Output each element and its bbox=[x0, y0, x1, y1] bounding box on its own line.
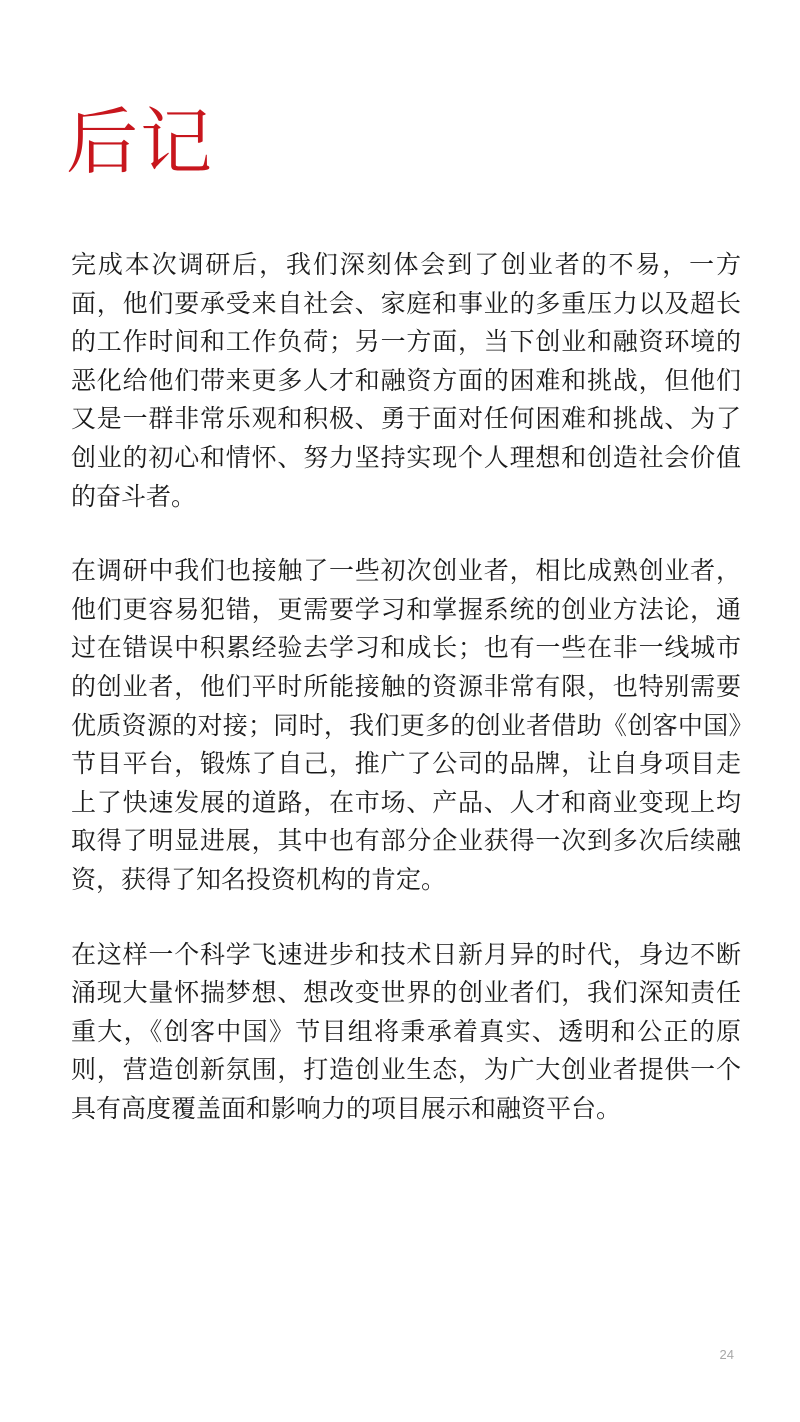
paragraph-3: 在这样一个科学飞速进步和技术日新月异的时代，身边不断涌现大量怀揣梦想、想改变世界的创业者们，我们深知责任重大，《创客中国》节目组将秉承着真实、透明和公正的原则，营造创新氛围，打造创业生态，为广大创业者提供一个具有高度覆盖面和影响力的项目展示和融资平台。 bbox=[71, 939, 741, 1123]
body-text bbox=[71, 246, 741, 1164]
paragraph-2: 在调研中我们也接触了一些初次创业者，相比成熟创业者，他们更容易犯错，更需要学习和掌握系统的创业方法论，通过在错误中积累经验去学习和成长；也有一些在非一线城市的创业者，他们平时所能接触的资源非常有限，也特别需要优质资源的对接；同时，我们更多的创业者借助《创客中国》节目平台，锻炼了自己，推广了公司的品牌，让自身项目走上了快速发展的道路，在市场、产品、人才和商业变现上均取得了明显进展，其中也有部分企业获得一次到多次后续融资，获得了知名投资机构的肯定。 bbox=[71, 556, 741, 894]
paragraph-1: 完成本次调研后，我们深刻体会到了创业者的不易，一方面，他们要承受来自社会、家庭和事业的多重压力以及超长的工作时间和工作负荷；另一方面，当下创业和融资环境的恶化给他们带来更多人才和融资方面的困难和挑战，但他们又是一群非常乐观和积极、勇于面对任何困难和挑战、为了创业的初心和情怀、努力坚持实现个人理想和创造社会价值的奋斗者。 bbox=[71, 250, 741, 511]
page-title: 后记 bbox=[66, 100, 215, 184]
page-number: 24 bbox=[719, 1347, 734, 1362]
